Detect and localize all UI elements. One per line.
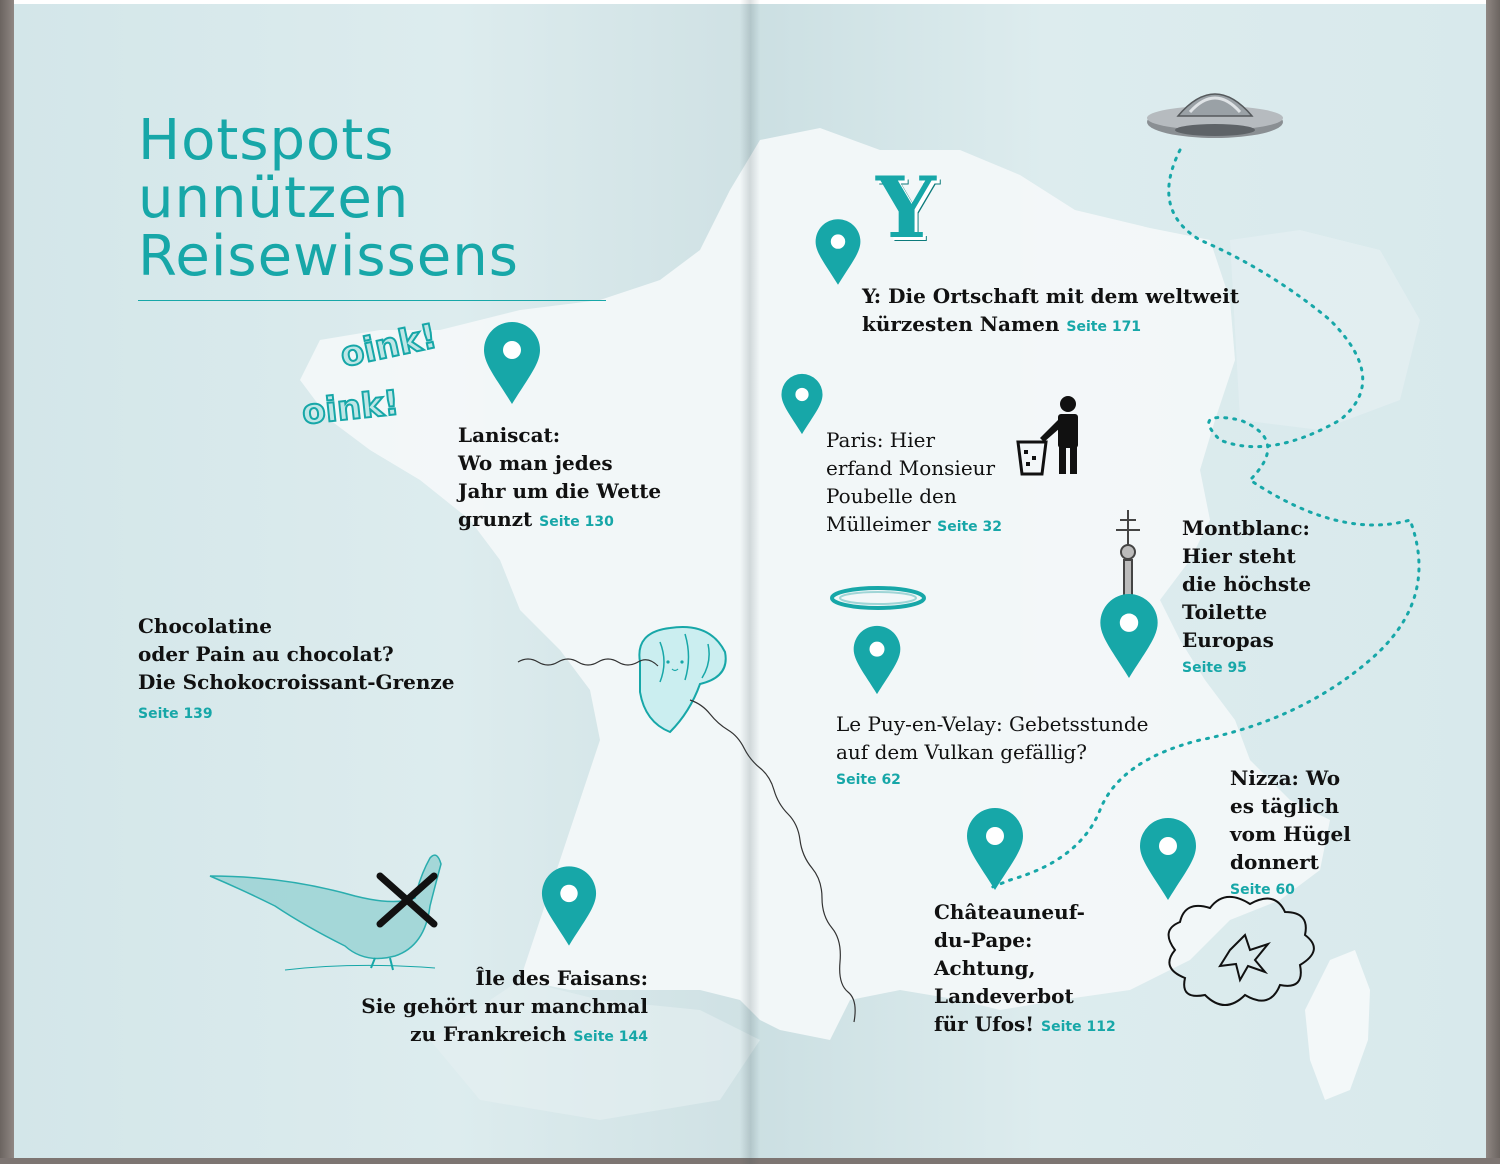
entry-line: Mülleimer [826,512,931,536]
map-pin-icon [814,210,862,294]
title-line: unnützen [138,166,410,231]
entry-line: Chocolatine [138,614,272,638]
map-pin-icon [1096,592,1162,680]
page-reference: Seite 60 [1230,882,1295,898]
page-reference: Seite 32 [937,519,1003,535]
entry-line: kürzesten Namen [862,312,1060,336]
map-pin-icon [852,618,902,702]
book-gutter [740,0,760,1164]
title-line: Hotspots [138,108,395,173]
entry-laniscat [458,421,661,536]
page-reference: Seite 95 [1182,660,1247,676]
neighbor-land [1230,230,1420,430]
entry-y [862,282,1239,341]
entry-line: Achtung, [934,956,1036,980]
entry-line: Europas [1182,628,1274,652]
oink-sticker: oink! [300,383,402,433]
page-title [138,108,519,289]
page-reference: Seite 144 [573,1029,648,1045]
title-divider [138,300,606,301]
entry-line: Poubelle den [826,484,957,508]
page-reference: Seite 171 [1066,319,1142,335]
entry-line: Sie gehört nur manchmal [361,994,648,1018]
entry-line: auf dem Vulkan gefällig? [836,740,1087,764]
entry-line: Le Puy-en-Velay: Gebetsstunde [836,712,1149,736]
entry-chocolatine [138,612,455,728]
map-pin-icon [964,806,1026,892]
entry-line: Laniscat: [458,423,561,447]
entry-line: oder Pain au chocolat? [138,642,394,666]
entry-nizza [1230,764,1351,904]
title-line: Reisewissens [138,224,519,289]
map-pin-icon [780,362,824,446]
entry-paris [826,426,1002,541]
oink-sticker: oink! [336,316,441,376]
entry-line: erfand Monsieur [826,456,996,480]
page-reference: Seite 139 [138,706,213,722]
entry-line: Y: Die Ortschaft mit dem weltweit [862,284,1240,308]
entry-line: für Ufos! [934,1012,1035,1036]
map-pin-icon [1136,816,1200,902]
entry-line: Paris: Hier [826,428,936,452]
y-letter-logo: Y [876,158,936,257]
map-pin-icon [482,320,542,406]
entry-line: vom Hügel [1230,822,1351,846]
entry-line: Montblanc: [1182,516,1310,540]
entry-line: es täglich [1230,794,1340,818]
entry-line: die höchste [1182,572,1312,596]
entry-faisans [340,964,648,1051]
pheasant-icon [210,855,441,970]
entry-line: Wo man jedes [458,451,613,475]
entry-chateauneuf [934,898,1116,1041]
entry-line: Nizza: Wo [1230,766,1341,790]
corsica-island [1305,950,1370,1100]
map-pin-icon [540,864,598,948]
page-reference: Seite 62 [836,772,901,788]
entry-montblanc [1182,514,1311,682]
entry-line: Jahr um die Wette [458,479,662,503]
page-reference: Seite 130 [539,514,614,530]
entry-line: Toilette [1182,600,1268,624]
entry-line: Île des Faisans: [475,966,648,990]
entry-line: zu Frankreich [410,1022,567,1046]
ufo-icon [1147,94,1283,138]
entry-line: grunzt [458,507,533,531]
entry-line: Châteauneuf- [934,900,1085,924]
entry-puy [836,710,1149,794]
entry-line: donnert [1230,850,1319,874]
page-reference: Seite 112 [1041,1019,1116,1035]
entry-line: Die Schokocroissant-Grenze [138,670,455,694]
entry-line: Hier steht [1182,544,1296,568]
entry-line: du-Pape: [934,928,1033,952]
entry-line: Landeverbot [934,984,1074,1008]
